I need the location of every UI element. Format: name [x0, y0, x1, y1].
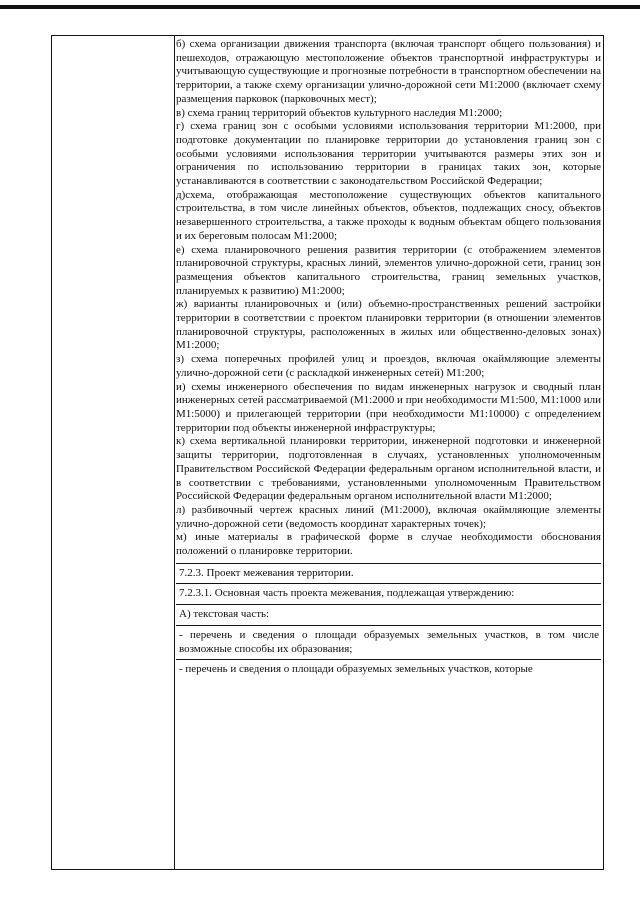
list-item: е) схема планировочного решения развития территории (с отображением элементов планировочной структуры, красных линий, элементов улично-дорожной сети, границ зон размещения объектов капитального строительства, границ земельных участков, планируемых к развитию) М1:2000; [176, 243, 601, 297]
list-item: г) схема границ зон с особыми условиями использования территории М1:2000, при подготовке документации по планировке территории до установления границ зон с особыми условиями использования территории учитываются размеры этих зон и ограничения по использованию территории в границах таких зон, которые устанавливаются в соответствии с законодательством Российской Федерации; [176, 120, 601, 188]
text-part-heading: А) текстовая часть: [176, 604, 601, 625]
list-item: б) схема организации движения транспорта (включая транспорт общего пользования) и пешеходов, отражающую местоположение объектов транспортной инфраструктуры и учитывающую существующие и прогнозные потребности в транспортном обеспечении на территории, а также схему организации улично-дорожной сети М1:2000 (включает схему размещения парковок (парковочных мест); [176, 38, 601, 105]
list-item: д)схема, отображающая местоположение существующих объектов капитального строительства, в том числе линейных объектов, объектов, подлежащих сносу, объектов незавершенного строительства, а также проходы к водным объектам общего пользования и их береговым полосам М1:2000; [176, 188, 601, 242]
list-item: к) схема вертикальной планировки территории, инженерной подготовки и инженерной защиты территории, подготовленная в случаях, установленных уполномоченным Правительством Российской Федерации федеральным органом исполнительной власти, и в соответствии с требованиями, установленными уполномоченным Правительством Российской Федерации федеральным органом исполнительной власти М1:2000; [176, 435, 601, 503]
section-heading: 7.2.3. Проект межевания территории. [176, 563, 601, 584]
document-table [51, 35, 604, 870]
table-row: - перечень и сведения о площади образуемых земельных участков, которые [176, 659, 601, 680]
list-item: ж) варианты планировочных и (или) объемно-пространственных решений застройки территории в соответствии с проектом планировки территории (в отношении элементов планировочной структуры, расположенных в жилых или общественно-деловых зонах) М1:2000; [176, 298, 601, 352]
list-item: м) иные материалы в графической форме в случае необходимости обоснования положений о планировке территории. [176, 531, 601, 558]
content-cell [176, 38, 601, 680]
graphic-materials-list [176, 38, 601, 559]
subsection-heading: 7.2.3.1. Основная часть проекта межевания, подлежащая утверждению: [176, 583, 601, 604]
list-item: л) разбивочный чертеж красных линий (М1:2000), включая окаймляющие элементы улично-дорожной сети (ведомость координат характерных точек); [176, 503, 601, 530]
table-row: - перечень и сведения о площади образуемых земельных участков, в том числе возможные способы их образования; [176, 625, 601, 659]
column-divider [174, 36, 175, 869]
top-rule [0, 5, 640, 9]
list-item: з) схема поперечных профилей улиц и проездов, включая окаймляющие элементы улично-дорожной сети (с раскладкой инженерных сетей) М1:200; [176, 353, 601, 379]
list-item: и) схемы инженерного обеспечения по видам инженерных нагрузок и сводный план инженерных сетей рассматриваемой (М1:2000 и при необходимости М1:500, М1:1000 или М1:5000) и прилегающей территории (при необходимости М1:10000) с определением территории под объекты инженерной инфраструктуры; [176, 380, 601, 434]
list-item: в) схема границ территорий объектов культурного наследия М1:2000; [176, 106, 503, 119]
